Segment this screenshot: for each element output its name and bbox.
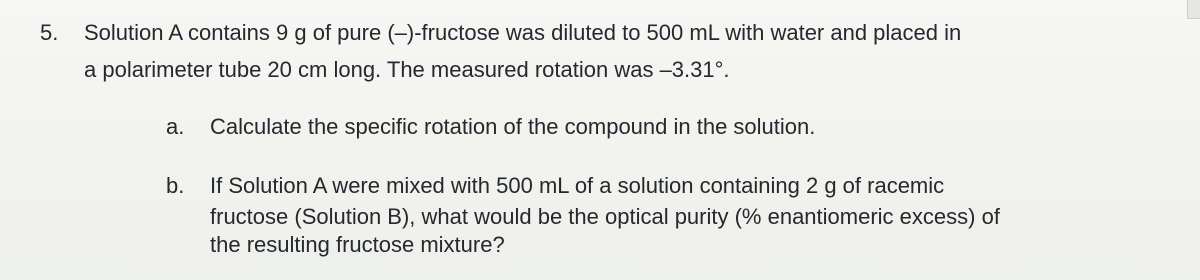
- window-edge-fragment: [1187, 0, 1200, 19]
- part-a-letter: a.: [166, 114, 185, 139]
- part-b-text-line-1: If Solution A were mixed with 500 mL of a solution containing 2 g of racemic: [210, 173, 945, 198]
- part-b-letter: b.: [166, 173, 185, 198]
- question-number: 5.: [40, 20, 59, 45]
- part-b-text-line-2: fructose (Solution B), what would be the optical purity (% enantiomeric excess) of: [210, 204, 1000, 229]
- part-a-text: Calculate the specific rotation of the compound in the solution.: [210, 114, 816, 139]
- question-text-line-2: a polarimeter tube 20 cm long. The measured rotation was –3.31°.: [84, 57, 730, 82]
- question-text-line-1: Solution A contains 9 g of pure (–)-fructose was diluted to 500 mL with water and placed in: [84, 20, 962, 45]
- part-b-text-line-3: the resulting fructose mixture?: [210, 232, 505, 257]
